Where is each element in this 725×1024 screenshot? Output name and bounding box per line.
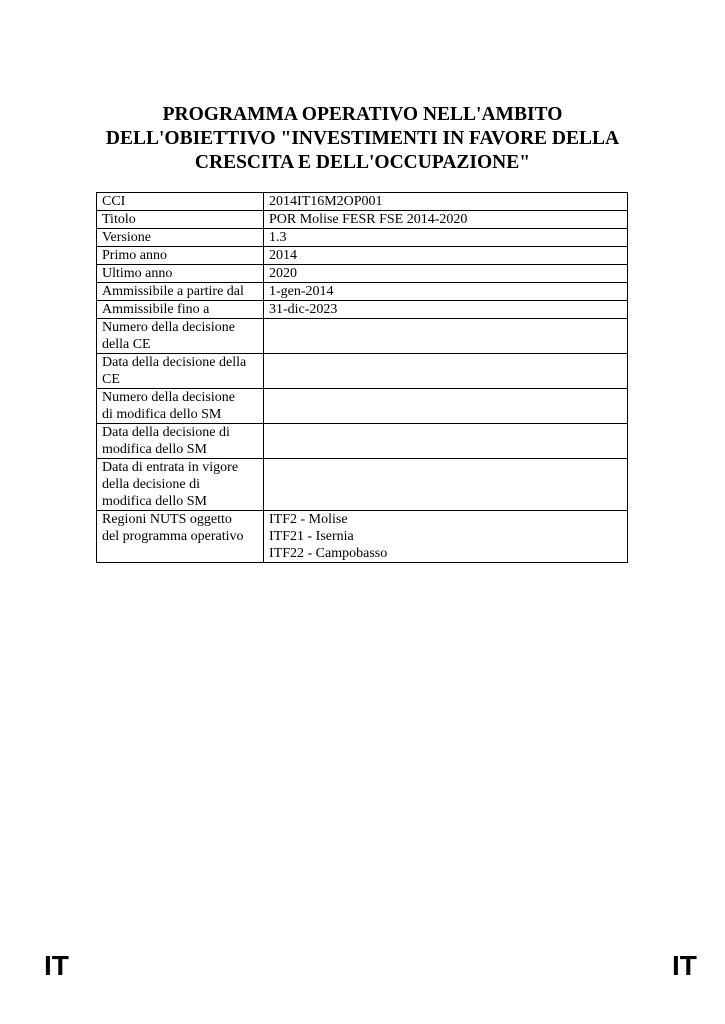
table-row (97, 354, 628, 389)
row-value-cell (264, 511, 628, 563)
row-label: modifica dello SM (102, 442, 207, 457)
row-label: della CE (102, 337, 151, 352)
row-value-cell (264, 319, 628, 354)
row-label-cell (97, 389, 264, 424)
row-value-cell (264, 193, 628, 211)
row-value-cell (264, 301, 628, 319)
table-row (97, 319, 628, 354)
row-label-cell (97, 354, 264, 389)
row-value: POR Molise FESR FSE 2014-2020 (269, 212, 468, 227)
row-value: ITF21 - Isernia (269, 529, 354, 544)
row-label: Ammissibile fino a (102, 302, 210, 317)
row-value-cell (264, 389, 628, 424)
row-value-cell (264, 211, 628, 229)
row-label: Data di entrata in vigore (102, 460, 239, 475)
row-label-cell (97, 229, 264, 247)
row-label-cell (97, 424, 264, 459)
row-label-cell (97, 301, 264, 319)
row-label: CCI (102, 194, 126, 209)
row-label: Data della decisione della (102, 355, 247, 370)
row-label: Primo anno (102, 248, 167, 263)
programme-info-table-body (97, 193, 628, 563)
row-label: del programma operativo (102, 529, 244, 544)
row-label: Ultimo anno (102, 266, 173, 281)
row-value-cell (264, 283, 628, 301)
row-label-cell (97, 283, 264, 301)
row-value: 1-gen-2014 (269, 284, 334, 299)
document-title (60, 103, 665, 175)
table-row (97, 247, 628, 265)
table-row (97, 511, 628, 563)
row-label-cell (97, 211, 264, 229)
row-value: ITF22 - Campobasso (269, 546, 388, 561)
row-value: ITF2 - Molise (269, 512, 348, 527)
row-label-cell (97, 247, 264, 265)
table-row (97, 283, 628, 301)
row-value-cell (264, 247, 628, 265)
row-label-cell (97, 319, 264, 354)
title-line: DELL'OBIETTIVO "INVESTIMENTI IN FAVORE DELLA (105, 128, 620, 149)
programme-info-table (96, 192, 628, 563)
table-row (97, 211, 628, 229)
row-value-cell (264, 265, 628, 283)
row-label: Data della decisione di (102, 425, 230, 440)
row-value-cell (264, 354, 628, 389)
table-row (97, 265, 628, 283)
row-value: 2020 (269, 266, 297, 281)
row-value: 2014IT16M2OP001 (269, 194, 383, 209)
row-label: modifica dello SM (102, 494, 207, 509)
table-row (97, 229, 628, 247)
row-label: Ammissibile a partire dal (102, 284, 244, 299)
row-label: Regioni NUTS oggetto (102, 512, 232, 527)
row-label: Titolo (102, 212, 136, 227)
language-code-right: IT (672, 950, 697, 981)
row-value: 31-dic-2023 (269, 302, 338, 317)
row-value-cell (264, 424, 628, 459)
title-line: PROGRAMMA OPERATIVO NELL'AMBITO (162, 104, 563, 125)
table-row (97, 301, 628, 319)
row-value: 2014 (269, 248, 297, 263)
row-label-cell (97, 265, 264, 283)
title-line: CRESCITA E DELL'OCCUPAZIONE" (194, 152, 531, 173)
row-label-cell (97, 459, 264, 511)
row-value-cell (264, 459, 628, 511)
table-row (97, 193, 628, 211)
row-value: 1.3 (269, 230, 287, 245)
row-label: CE (102, 372, 120, 387)
row-label: Numero della decisione (102, 320, 235, 335)
row-label: Numero della decisione (102, 390, 235, 405)
table-row (97, 459, 628, 511)
row-label: della decisione di (102, 477, 200, 492)
table-row (97, 424, 628, 459)
row-label-cell (97, 193, 264, 211)
row-label: Versione (102, 230, 151, 245)
row-value-cell (264, 229, 628, 247)
table-row (97, 389, 628, 424)
language-code-left: IT (44, 950, 69, 981)
row-label-cell (97, 511, 264, 563)
row-label: di modifica dello SM (102, 407, 222, 422)
